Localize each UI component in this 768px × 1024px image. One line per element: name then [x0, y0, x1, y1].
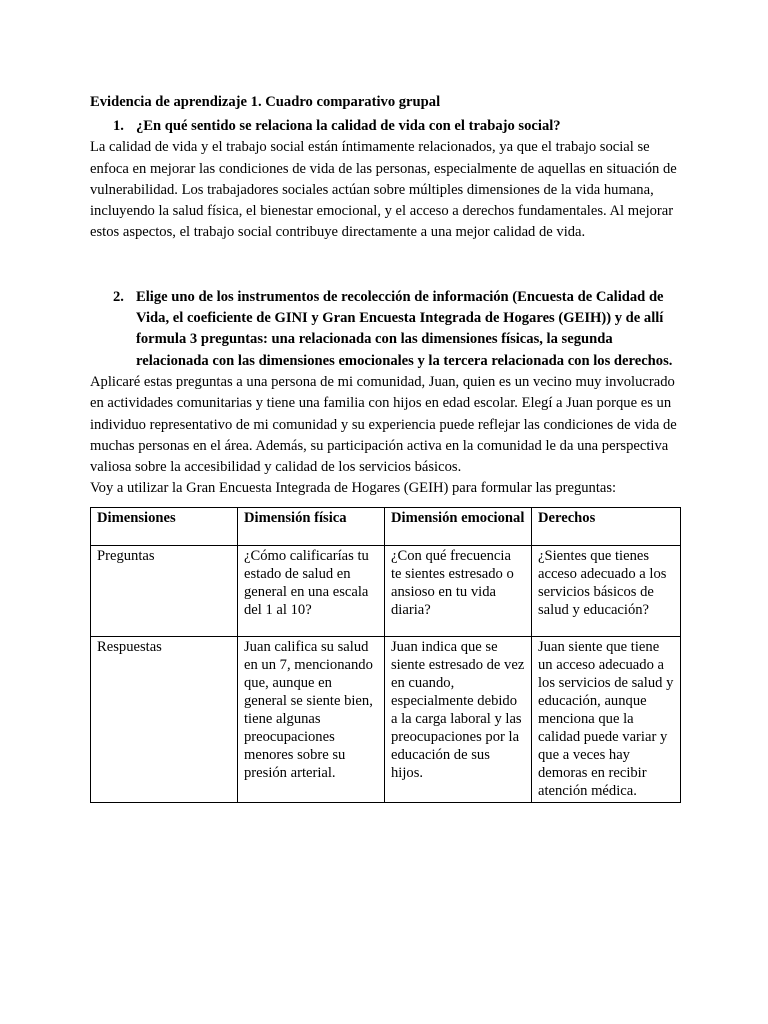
table-row-label: Respuestas [91, 636, 238, 802]
table-header-cell: Derechos [532, 507, 681, 545]
answer-1-paragraph: La calidad de vida y el trabajo social están íntimamente relacionados, ya que el trabajo social se enfoca en mejorar las condiciones de vida de las personas, especialmente de aquellas en situación de vulnerabilidad. Los trabajadores sociales actúan sobre múltiples dimensiones de la vida humana, incluyendo la salud física, el bienestar emocional, y el acceso a derechos fundamentales. Al mejorar estos aspectos, el trabajo social contribuye directamente a una mejor calidad de vida. [90, 139, 677, 241]
table-cell: ¿Con qué frecuencia te sientes estresado o ansioso en tu vida diaria? [385, 545, 532, 636]
table-header-cell: Dimensión emocional [385, 507, 532, 545]
question-2 [90, 287, 680, 372]
table-header-row [91, 507, 681, 545]
question-1-text: ¿En qué sentido se relaciona la calidad de vida con el trabajo social? [136, 118, 561, 134]
document-page [90, 92, 680, 803]
table-row-label: Preguntas [91, 545, 238, 636]
comparison-table [90, 507, 681, 803]
question-2-number: 2. [113, 288, 124, 305]
question-2-text: Elige uno de los instrumentos de recolección de información (Encuesta de Calidad de Vida, el coeficiente de GINI y Gran Encuesta Integrada de Hogares (GEIH)) y de allí formula 3 preguntas: una relacionada con las dimensiones físicas, la segunda relacionada con las dimensiones emocionales y la tercera relacionada con los derechos. [136, 288, 673, 369]
table-header-cell: Dimensiones [91, 507, 238, 545]
table-row [91, 636, 681, 802]
intro-paragraph: Aplicaré estas preguntas a una persona de mi comunidad, Juan, quien es un vecino muy involucrado en actividades comunitarias y tiene una familia con hijos en edad escolar. Elegí a Juan porque es un individuo representativo de mi comunidad y su experiencia puede reflejar las condiciones de vida de muchas personas en el área. Además, su participación activa en la comunidad le da una perspectiva valiosa sobre la accesibilidad y calidad de los servicios básicos. [90, 373, 677, 476]
table-cell: Juan califica su salud en un 7, mencionando que, aunque en general se siente bien, tiene algunas preocupaciones menores sobre su presión arterial. [238, 636, 385, 802]
table-lead-paragraph: Voy a utilizar la Gran Encuesta Integrada de Hogares (GEIH) para formular las preguntas: [90, 480, 617, 497]
table-row [91, 545, 681, 636]
table-header-cell: Dimensión física [238, 507, 385, 545]
table-cell: Juan indica que se siente estresado de vez en cuando, especialmente debido a la carga laboral y las preocupaciones por la educación de sus hijos. [385, 636, 532, 802]
table-cell: ¿Cómo calificarías tu estado de salud en general en una escala del 1 al 10? [238, 545, 385, 636]
table-cell: ¿Sientes que tienes acceso adecuado a los servicios básicos de salud y educación? [532, 545, 681, 636]
table-cell: Juan siente que tiene un acceso adecuado a los servicios de salud y educación, aunque menciona que la calidad puede variar y que a veces hay demoras en recibir atención médica. [532, 636, 681, 802]
document-title: Evidencia de aprendizaje 1. Cuadro comparativo grupal [90, 94, 441, 110]
question-1 [90, 116, 680, 137]
question-1-number: 1. [113, 118, 124, 134]
